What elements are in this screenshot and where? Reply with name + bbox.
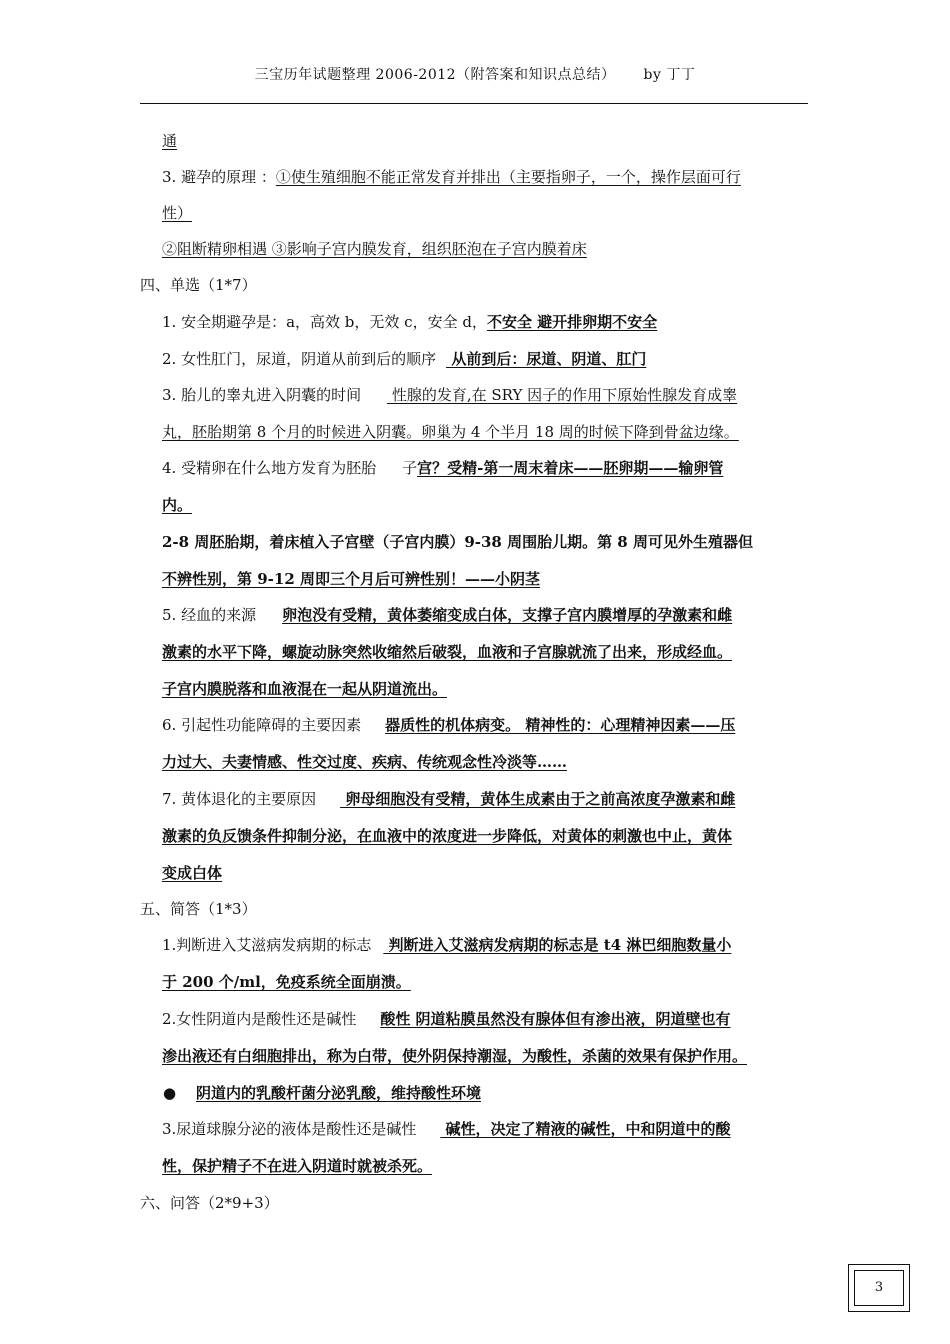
text-line: 6. 引起性功能障碍的主要因素 器质性的机体病变。 精神性的：心理精神因素——压 <box>162 716 736 734</box>
text-line: 3.尿道球腺分泌的液体是酸性还是碱性 碱性，决定了精液的碱性，中和阴道中的酸 <box>162 1120 731 1138</box>
text-line: 力过大、夫妻情感、性交过度、疾病、传统观念性冷淡等…… <box>162 753 568 771</box>
text-line: 2-8 周胚胎期，着床植入子宫壁（子宫内膜）9-38 周围胎儿期。第 8 周可见外生殖器但 <box>162 533 753 551</box>
text-line: 7. 黄体退化的主要原因 卵母细胞没有受精，黄体生成素由于之前高浓度孕激素和雌 <box>162 790 736 808</box>
page-number-box <box>848 1264 910 1312</box>
text-line: 变成白体 <box>162 864 223 882</box>
text-line: 丸，胚胎期第 8 个月的时候进入阴囊。卵巢为 4 个半月 18 周的时候下降到骨盆边缘。 <box>162 423 739 441</box>
text-line: 3. 胎儿的睾丸进入阴囊的时间 性腺的发育,在 SRY 因子的作用下原始性腺发育成睾 <box>162 386 738 404</box>
text-line: 内。 <box>162 496 193 514</box>
text-line: 1.判断进入艾滋病发病期的标志 判断进入艾滋病发病期的标志是 t4 淋巴细胞数量小 <box>162 936 732 954</box>
text-line: 于 200 个/ml，免疫系统全面崩溃。 <box>162 973 411 991</box>
header-author: by 丁丁 <box>643 67 696 83</box>
text-line: 4. 受精卵在什么地方发育为胚胎 子宫？受精-第一周末着床——胚卵期——输卵管 <box>162 459 724 477</box>
text-line: 性，保护精子不在进入阴道时就被杀死。 <box>162 1157 433 1175</box>
section-heading: 五、简答（1*3） <box>140 900 257 918</box>
text-line: 3. 避孕的原理 ：①使生殖细胞不能正常发育并排出（主要指卵子，一个，操作层面可行 <box>162 168 741 186</box>
section-heading: 四、单选（1*7） <box>140 276 257 294</box>
text-line: 2. 女性肛门，尿道，阴道从前到后的顺序 从前到后：尿道、阴道、肛门 <box>162 350 647 368</box>
header-rule <box>140 103 808 104</box>
bullet-icon: ● <box>163 1084 177 1102</box>
text-line: 激素的水平下降，螺旋动脉突然收缩然后破裂，血液和子宫腺就流了出来，形成经血。 <box>162 643 733 661</box>
text-line: 渗出液还有白细胞排出，称为白带，使外阴保持潮湿，为酸性，杀菌的效果有保护作用。 <box>162 1047 748 1065</box>
text-line: 5. 经血的来源 卵泡没有受精，黄体萎缩变成白体，支撑子宫内膜增厚的孕激素和雌 <box>162 606 733 624</box>
text-line: 性） <box>162 204 193 222</box>
section-heading: 六、问答（2*9+3） <box>140 1194 279 1212</box>
bullet-item: 阴道内的乳酸杆菌分泌乳酸，维持酸性环境 <box>196 1084 482 1102</box>
text-line: 不辨性别，第 9-12 周即三个月后可辨性别！——小阴茎 <box>162 570 540 588</box>
text-line: 2.女性阴道内是酸性还是碱性 酸性 阴道粘膜虽然没有腺体但有渗出液，阴道壁也有 <box>162 1010 731 1028</box>
text-line: 1. 安全期避孕是：a，高效 b，无效 c，安全 d，不安全 避开排卵期不安全 <box>162 313 658 331</box>
text-line: 激素的负反馈条件抑制分泌，在血液中的浓度进一步降低，对黄体的刺激也中止，黄体 <box>162 827 733 845</box>
page-number: 3 <box>854 1270 904 1306</box>
header-title: 三宝历年试题整理 2006-2012（附答案和知识点总结） <box>254 67 616 83</box>
text-line: 子宫内膜脱落和血液混在一起从阴道流出。 <box>162 680 448 698</box>
text-line: 通 <box>162 132 178 150</box>
text-line: ②阻断精卵相遇 ③影响子宫内膜发育，组织胚泡在子宫内膜着床 <box>162 240 587 258</box>
page-header <box>0 64 950 84</box>
